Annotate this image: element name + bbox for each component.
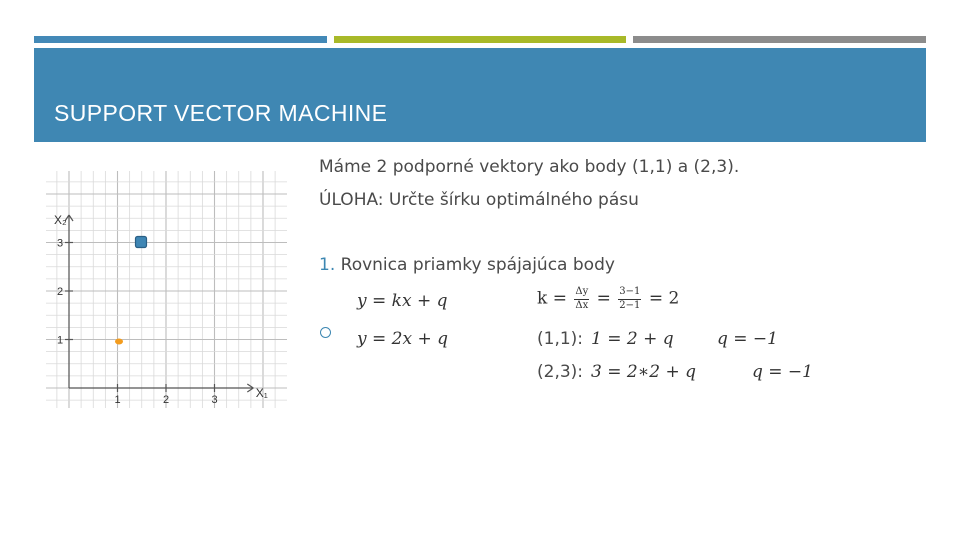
- point2-q: q = −1: [752, 362, 813, 382]
- grid-lines: [46, 171, 287, 408]
- circle-bullet-icon: [320, 327, 331, 338]
- intro-text: Máme 2 podporné vektory ako body (1,1) a (2,3).: [319, 157, 740, 177]
- coordinate-graph: [44, 165, 289, 410]
- slope-fraction-values: [618, 286, 641, 312]
- fraction-numerator: 3−1: [618, 286, 641, 300]
- x-tick-label: 3: [211, 394, 218, 406]
- y-tick-label: 2: [56, 286, 64, 298]
- slope-result: = 2: [648, 288, 680, 309]
- slope-equation: [537, 286, 679, 312]
- task-text: ÚLOHA: Určte šírku optimálného pásu: [319, 190, 639, 210]
- general-equation: y = kx + q: [357, 291, 448, 311]
- slope-label: k =: [537, 288, 567, 309]
- point1-label: (1,1):: [537, 329, 584, 349]
- y-tick-label: 1: [56, 334, 64, 347]
- point2-label: (2,3):: [537, 362, 584, 382]
- y-axis-label: X₂: [54, 213, 67, 227]
- title-banner: [34, 48, 926, 142]
- slope-equals: =: [596, 288, 611, 309]
- point1-q: q = −1: [717, 329, 778, 349]
- point2-equation: 3 = 2∗2 + q: [591, 362, 696, 382]
- x-tick-label: 1: [114, 394, 121, 406]
- accent-bar-green: [334, 36, 626, 43]
- step-number: 1.: [319, 255, 336, 275]
- step-1: [319, 255, 615, 275]
- x-axis-label: X₁: [255, 386, 268, 400]
- x-axis-arrow: [247, 388, 253, 392]
- point1-equation: 1 = 2 + q: [591, 329, 674, 349]
- support-vector-orange: [115, 339, 123, 345]
- fraction-denominator: 2−1: [619, 299, 641, 311]
- accent-bar-blue: [34, 36, 327, 43]
- x-tick-label: 2: [162, 394, 170, 406]
- slide-title: SUPPORT VECTOR MACHINE: [54, 100, 388, 126]
- fraction-denominator: Δx: [575, 299, 589, 311]
- accent-bar-gray: [633, 36, 926, 43]
- y-tick-label: 3: [56, 237, 64, 250]
- support-vector-blue: [136, 237, 147, 248]
- specific-equation: y = 2x + q: [357, 329, 448, 349]
- fraction-numerator: Δy: [574, 286, 589, 300]
- slope-fraction-delta: [574, 286, 589, 312]
- graph-svg: [44, 165, 289, 410]
- step-text: Rovnica priamky spájajúca body: [340, 255, 615, 275]
